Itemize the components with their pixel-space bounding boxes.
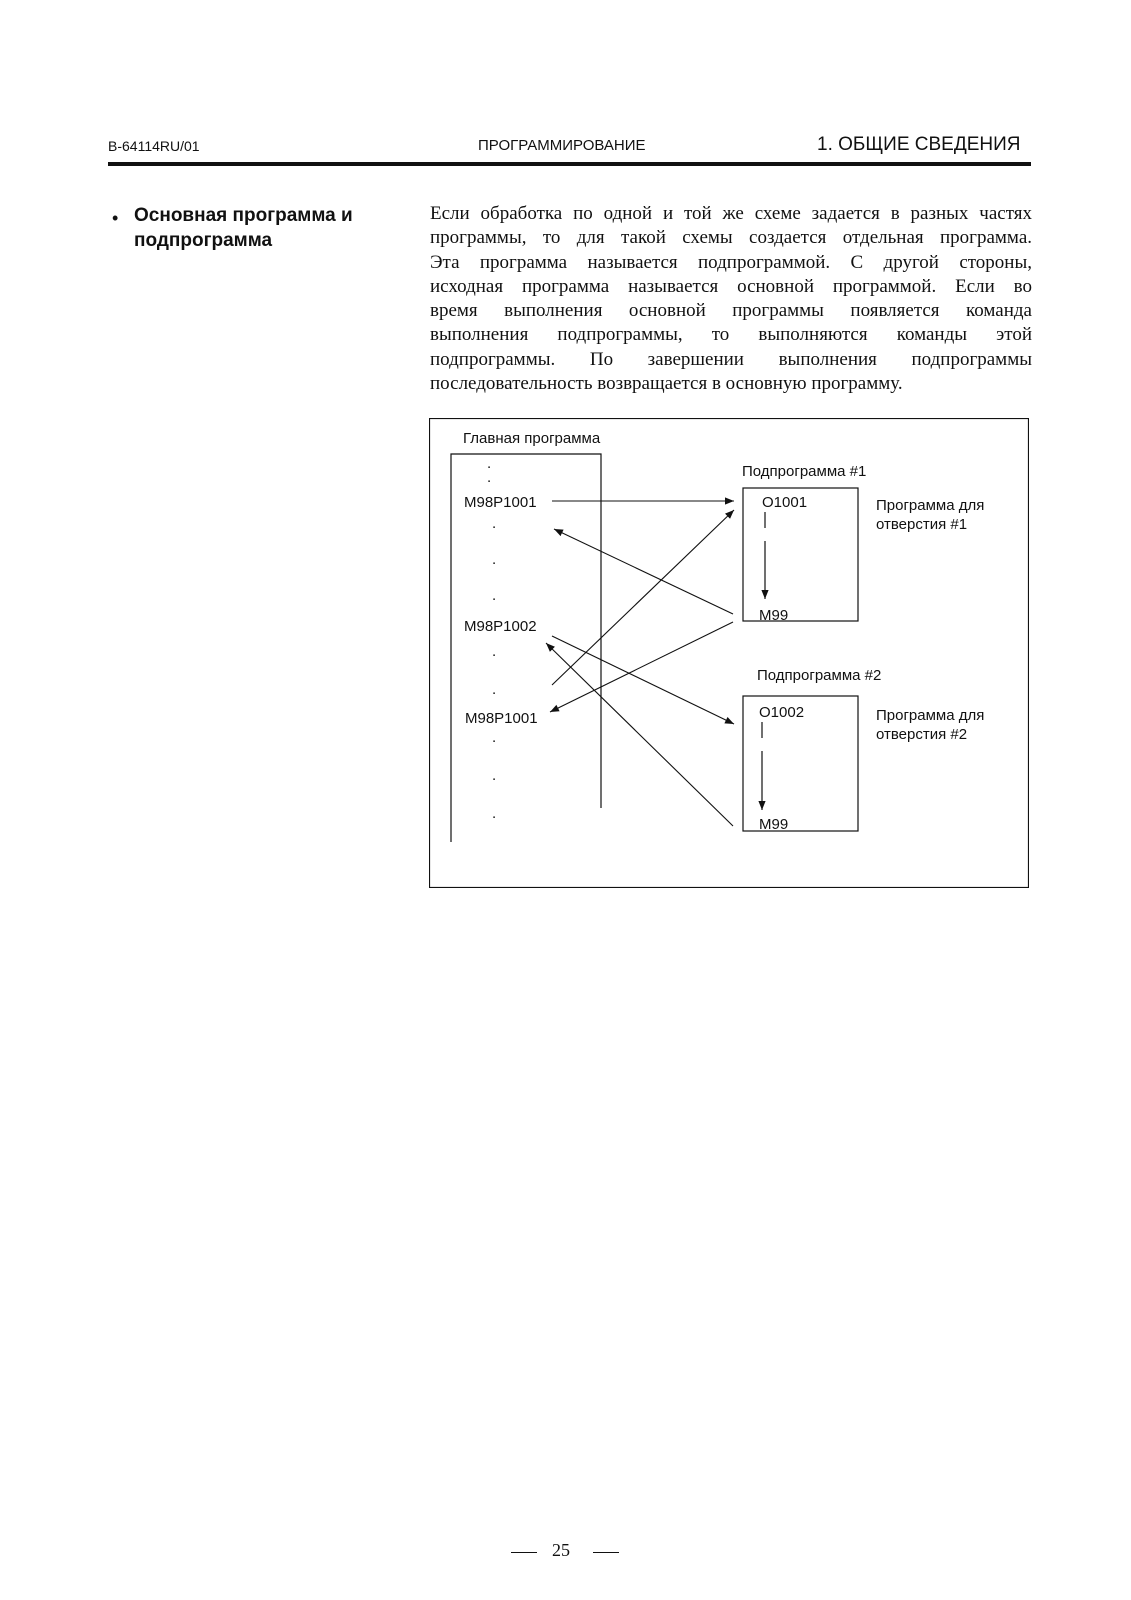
paragraph-line: выполнения подпрограммы, то выполняются команды этой — [430, 324, 1032, 346]
ellipsis-dot: . — [487, 455, 492, 472]
return-arrow-3 — [550, 622, 733, 712]
footer-dash-right — [593, 1552, 619, 1553]
chapter-title: 1. ОБЩИЕ СВЕДЕНИЯ — [817, 134, 1021, 155]
ellipsis-dot: . — [492, 729, 497, 746]
section-title: ПРОГРАММИРОВАНИЕ — [478, 137, 646, 154]
ellipsis-dot: . — [492, 643, 497, 660]
subprogram-1-note-line1: Программа для — [876, 497, 985, 514]
subprogram-1-end: M99 — [759, 607, 789, 624]
main-program-title: Главная программа — [463, 430, 601, 447]
return-arrow-2 — [546, 643, 733, 826]
call-m98p1001-second: M98P1001 — [465, 710, 538, 727]
subprogram-2-note-line1: Программа для — [876, 707, 985, 724]
ellipsis-dot: . — [492, 587, 497, 604]
subprogram-2-start: O1002 — [759, 704, 805, 721]
paragraph-line: Если обработка по одной и той же схеме задается в разных частях — [430, 203, 1032, 224]
ellipsis-dot: . — [492, 805, 497, 822]
ellipsis-dot: . — [492, 515, 497, 532]
paragraph-line: время выполнения основной программы появляется команда — [430, 300, 1032, 322]
page-number: 25 — [552, 1540, 570, 1560]
call-m98p1001-first: M98P1001 — [464, 494, 537, 511]
return-arrow-1 — [554, 529, 733, 614]
ellipsis-dot: . — [492, 551, 497, 568]
main-program-bracket — [451, 454, 601, 842]
paragraph-line: подпрограммы. По завершении выполнения подпрограммы — [430, 348, 1032, 370]
call-m98p1002: M98P1002 — [464, 618, 537, 635]
footer-dash-left — [511, 1552, 537, 1553]
subprogram-2-title: Подпрограмма #2 — [757, 667, 882, 684]
subprogram-1-title: Подпрограмма #1 — [742, 463, 867, 480]
call-arrow-3 — [552, 510, 734, 685]
figure-frame — [430, 419, 1029, 888]
bullet-icon: • — [112, 208, 119, 228]
paragraph-line: последовательность возвращается в основную программу. — [430, 373, 903, 395]
ellipsis-dot: . — [487, 469, 492, 486]
paragraph-line: Эта программа называется подпрограммой. С другой стороны, — [430, 251, 1032, 273]
subprogram-call-diagram — [429, 418, 1029, 888]
header-rule — [108, 162, 1031, 166]
diagram-svg — [429, 418, 1029, 888]
ellipsis-dot: . — [492, 681, 497, 698]
subprogram-1-start: O1001 — [762, 494, 808, 511]
paragraph-line: программы, то для такой схемы создается отдельная программа. — [430, 227, 1032, 249]
document-code: B-64114RU/01 — [108, 138, 200, 154]
subprogram-2-end: M99 — [759, 816, 789, 833]
side-heading: Основная программа и подпрограмма — [134, 205, 353, 251]
subprogram-2-note-line2: отверстия #2 — [876, 726, 968, 743]
body-paragraph — [430, 202, 1032, 396]
ellipsis-dot: . — [492, 767, 497, 784]
subprogram-1-note-line2: отверстия #1 — [876, 516, 968, 533]
paragraph-line: исходная программа называется основной программой. Если во — [430, 275, 1032, 297]
call-arrow-2 — [552, 636, 734, 724]
